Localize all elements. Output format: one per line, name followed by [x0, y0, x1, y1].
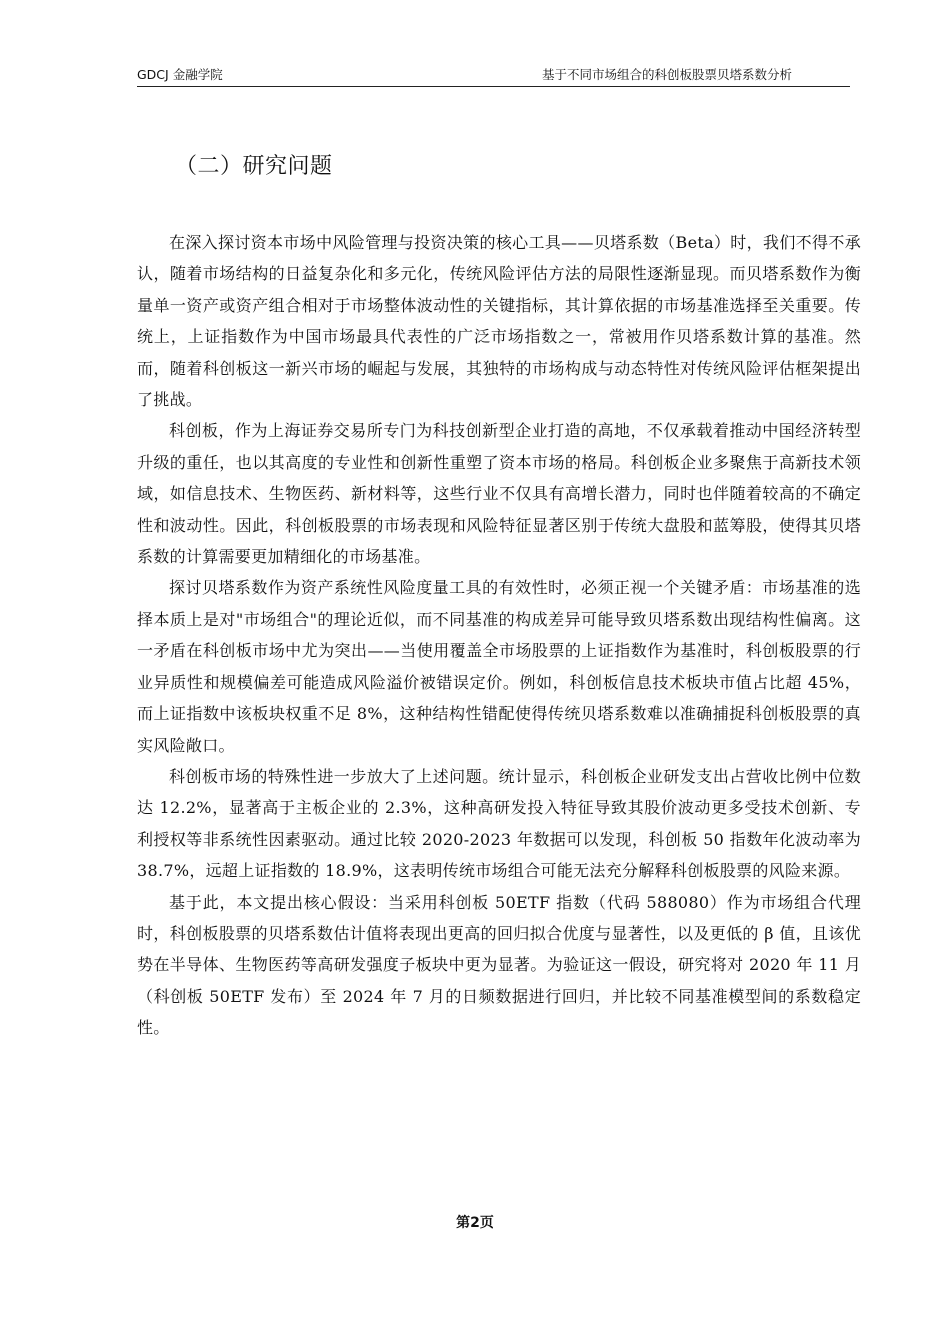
header-paper-title: 基于不同市场组合的科创板股票贝塔系数分析 [541, 67, 792, 82]
page-number: 第2页 [456, 1215, 494, 1231]
paragraph: 基于此，本文提出核心假设：当采用科创板 50ETF 指数（代码 588080）作为市场组合代理时，科创板股票的贝塔系数估计值将表现出更高的回归拟合优度与显著性，以及更低的 β 值，且该优势在半导体、生物医药等高研发强度子板块中更为显著。为验证这一假设，研究将对 2020 年 11 月（科创板 50ETF 发布）至 2024 年 7 月的日频数据进行回归，并比较不同基准模型间的系数稳定性。 [137, 892, 861, 1038]
body-text [137, 227, 861, 1044]
paragraph: 在深入探讨资本市场中风险管理与投资决策的核心工具——贝塔系数（Beta）时，我们不得不承认，随着市场结构的日益复杂化和多元化，传统风险评估方法的局限性逐渐显现。而贝塔系数作为衡量单一资产或资产组合相对于市场整体波动性的关键指标，其计算依据的市场基准选择至关重要。传统上，上证指数作为中国市场最具代表性的广泛市场指数之一，常被用作贝塔系数计算的基准。然而，随着科创板这一新兴市场的崛起与发展，其独特的市场构成与动态特性对传统风险评估框架提出了挑战。 [137, 233, 861, 410]
paragraph: 探讨贝塔系数作为资产系统性风险度量工具的有效性时，必须正视一个关键矛盾：市场基准的选择本质上是对"市场组合"的理论近似，而不同基准的构成差异可能导致贝塔系数出现结构性偏离。这一矛盾在科创板市场中尤为突出——当使用覆盖全市场股票的上证指数作为基准时，科创板股票的行业异质性和规模偏差可能造成风险溢价被错误定价。例如，科创板信息技术板块市值占比超 45%，而上证指数中该板块权重不足 8%，这种结构性错配使得传统贝塔系数难以准确捕捉科创板股票的真实风险敞口。 [137, 578, 861, 755]
paragraph: 科创板，作为上海证券交易所专门为科技创新型企业打造的高地，不仅承载着推动中国经济转型升级的重任，也以其高度的专业性和创新性重塑了资本市场的格局。科创板企业多聚焦于高新技术领域，如信息技术、生物医药、新材料等，这些行业不仅具有高增长潜力，同时也伴随着较高的不确定性和波动性。因此，科创板股票的市场表现和风险特征显著区别于传统大盘股和蓝筹股，使得其贝塔系数的计算需要更加精细化的市场基准。 [137, 421, 861, 567]
page-header [137, 66, 850, 87]
section-title: （二）研究问题 [175, 154, 333, 179]
header-institution: GDCJ 金融学院 [137, 67, 223, 82]
paragraph: 科创板市场的特殊性进一步放大了上述问题。统计显示，科创板企业研发支出占营收比例中位数达 12.2%，显著高于主板企业的 2.3%，这种高研发投入特征导致其股价波动更多受技术创新、专利授权等非系统性因素驱动。通过比较 2020-2023 年数据可以发现，科创板 50 指数年化波动率为 38.7%，远超上证指数的 18.9%，这表明传统市场组合可能无法充分解释科创板股票的风险来源。 [137, 766, 861, 881]
